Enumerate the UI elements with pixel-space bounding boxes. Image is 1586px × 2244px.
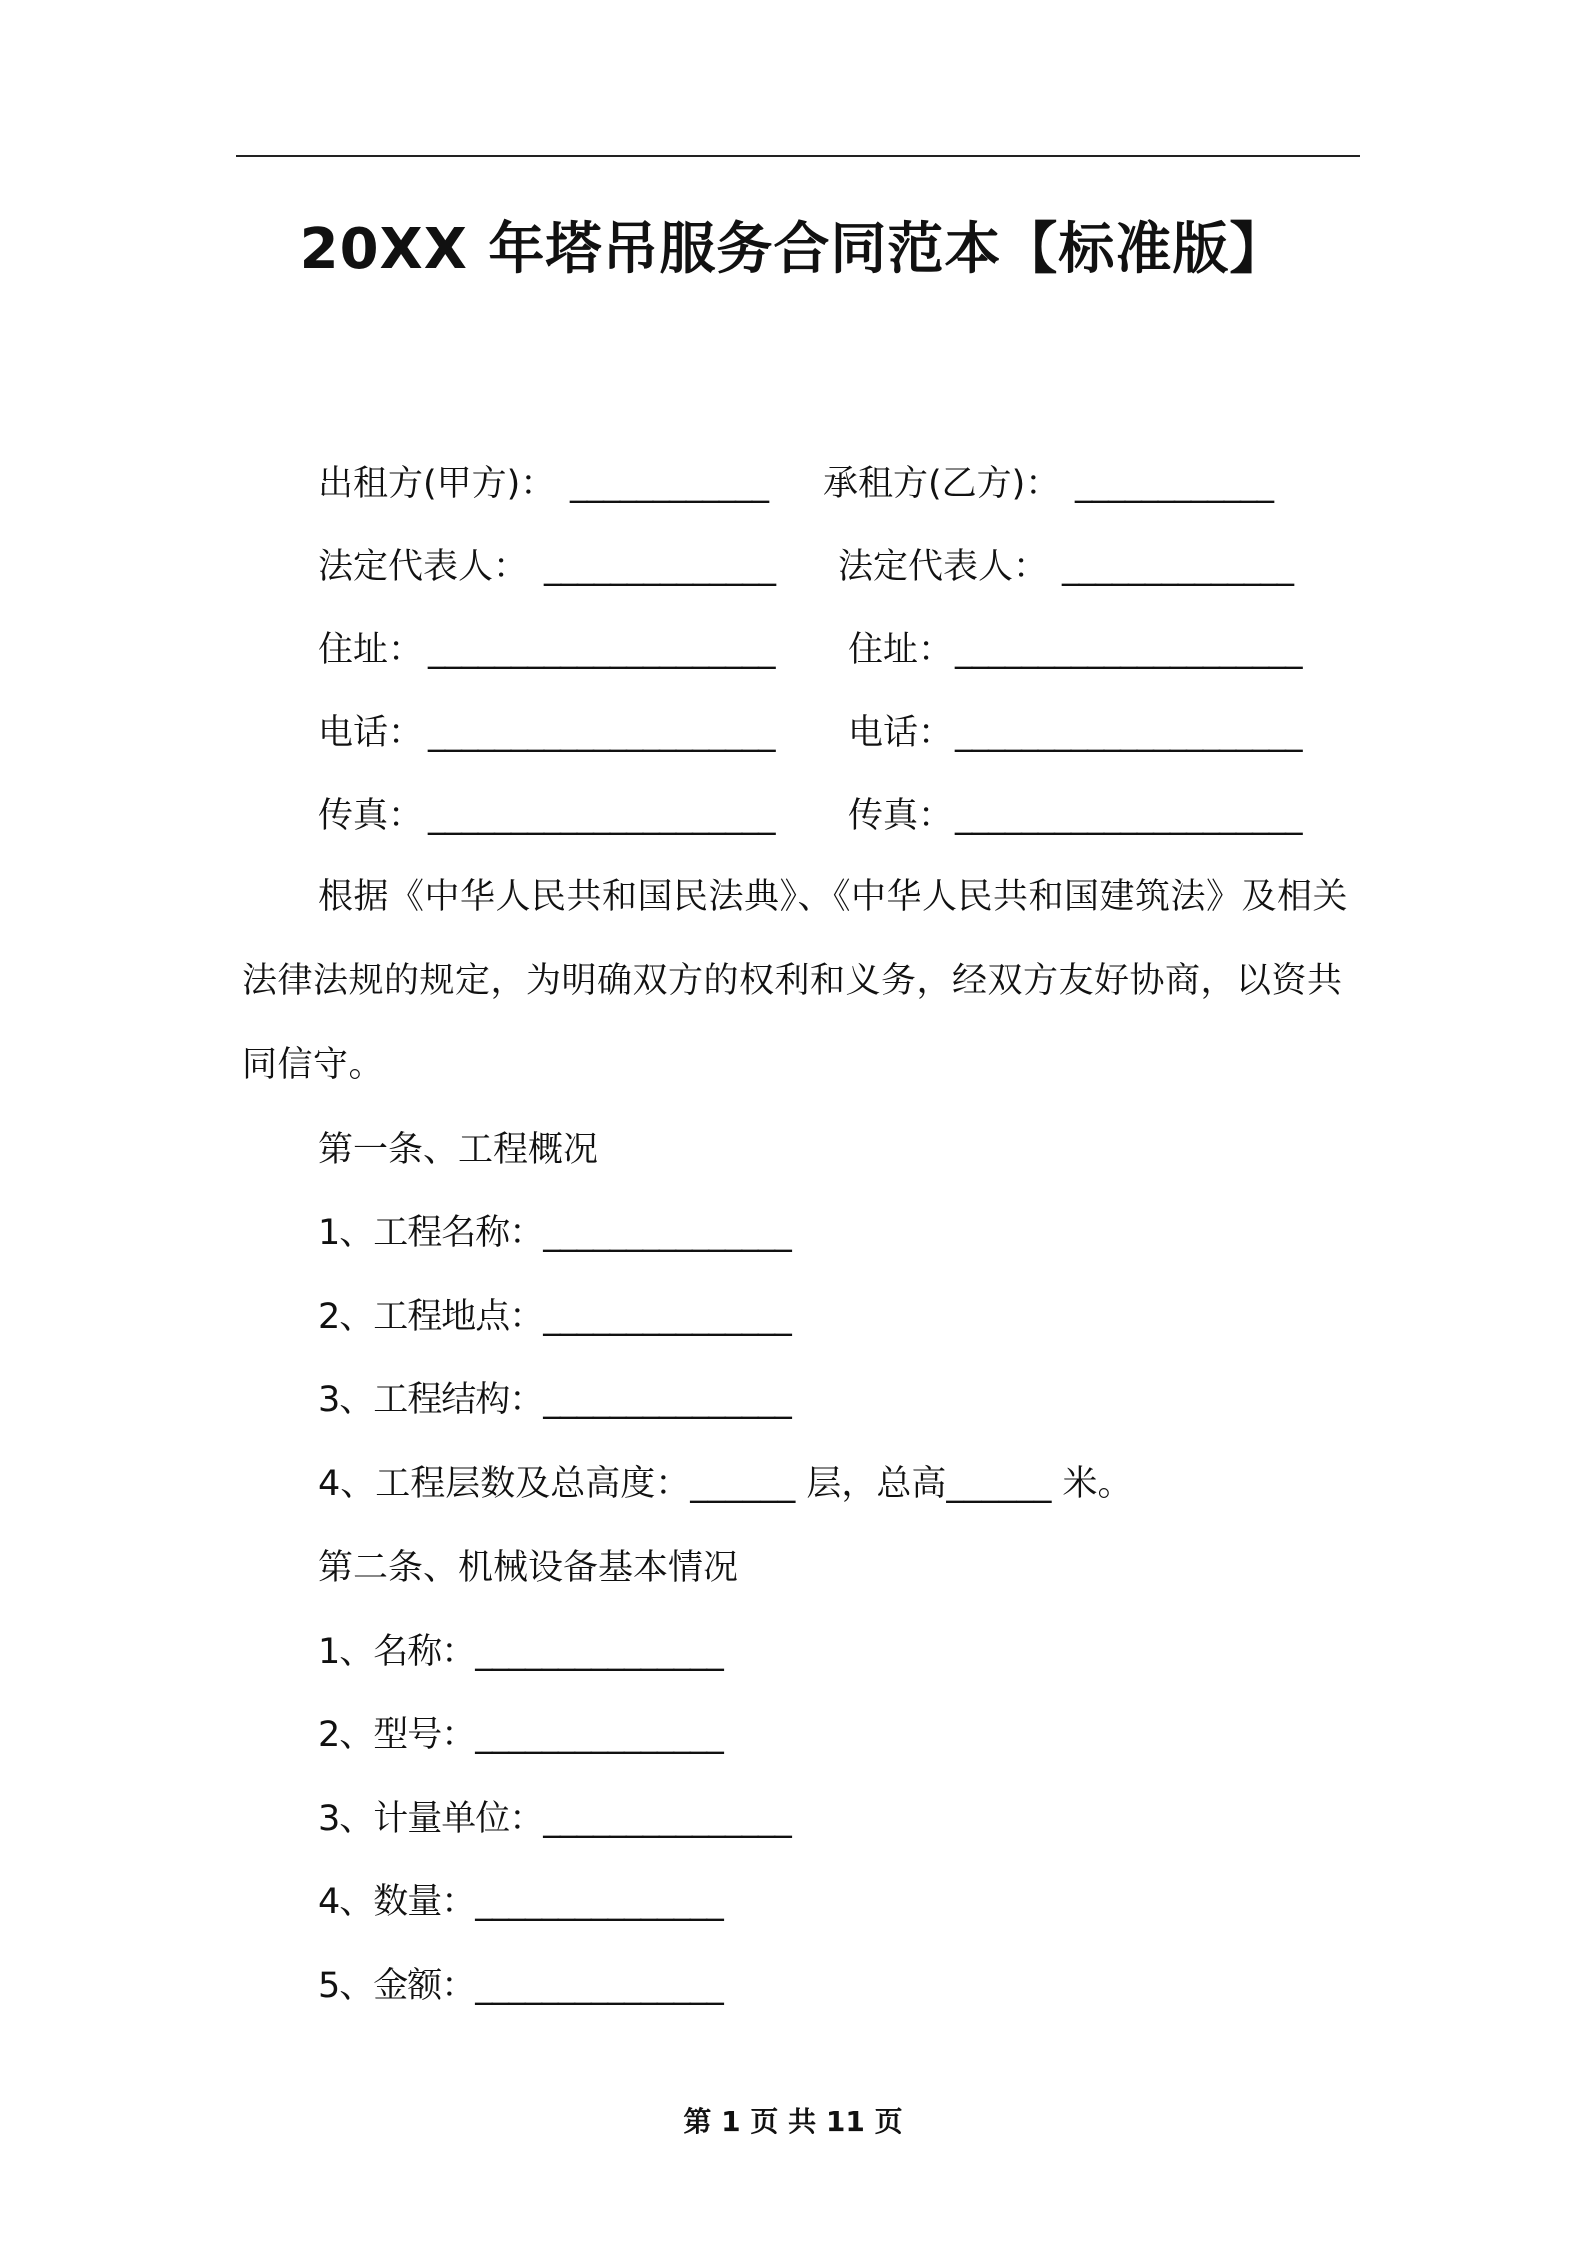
article1-heading: 第一条、工程概况 xyxy=(318,1130,599,1170)
article2-item3: 3、计量单位：_______________ xyxy=(318,1799,791,1839)
lessee-blank: ____________ xyxy=(1075,464,1273,504)
fax-b-label: 传真： xyxy=(848,796,954,836)
preamble-paragraph: 根据《中华人民共和国民法典》、《中华人民共和国建筑法》及相关法律法规的规定，为明确双方的权利和义务，经双方友好协商，以资共同信守。 xyxy=(242,877,1349,1085)
fax-a-blank: _____________________ xyxy=(428,796,775,836)
fax-b-blank: _____________________ xyxy=(955,796,1302,836)
document-title: 20XX 年塔吊服务合同范本【标准版】 xyxy=(299,217,1287,282)
article2-heading: 第二条、机械设备基本情况 xyxy=(318,1548,739,1588)
tel-a-label: 电话： xyxy=(318,713,424,753)
rep-b-blank: ______________ xyxy=(1062,547,1293,587)
header-rule xyxy=(236,155,1360,157)
page-number-footer: 第 1 页 共 11 页 xyxy=(683,2105,903,2138)
rep-b-label: 法定代表人： xyxy=(838,547,1049,587)
article2-item2: 2、型号：_______________ xyxy=(318,1715,723,1755)
article2-item4: 4、数量：_______________ xyxy=(318,1882,723,1922)
lessee-label: 承租方(乙方)： xyxy=(823,464,1061,504)
tel-b-blank: _____________________ xyxy=(955,713,1302,753)
fax-a-label: 传真： xyxy=(318,796,424,836)
rep-a-label: 法定代表人： xyxy=(318,547,529,587)
rep-a-blank: ______________ xyxy=(544,547,775,587)
article1-item4: 4、工程层数及总高度：______ 层，总高______ 米。 xyxy=(318,1464,1133,1504)
tel-b-label: 电话： xyxy=(848,713,954,753)
addr-a-label: 住址： xyxy=(318,630,424,670)
tel-a-blank: _____________________ xyxy=(428,713,775,753)
article1-item1: 1、工程名称：_______________ xyxy=(318,1213,791,1253)
article2-item1: 1、名称：_______________ xyxy=(318,1632,723,1672)
article1-item3: 3、工程结构：_______________ xyxy=(318,1380,791,1420)
lessor-blank: ____________ xyxy=(570,464,768,504)
addr-b-label: 住址： xyxy=(848,630,954,670)
article1-item2: 2、工程地点：_______________ xyxy=(318,1297,791,1337)
addr-b-blank: _____________________ xyxy=(955,630,1302,670)
addr-a-blank: _____________________ xyxy=(428,630,775,670)
lessor-label: 出租方(甲方)： xyxy=(318,464,556,504)
article2-item5: 5、金额：_______________ xyxy=(318,1966,723,2006)
